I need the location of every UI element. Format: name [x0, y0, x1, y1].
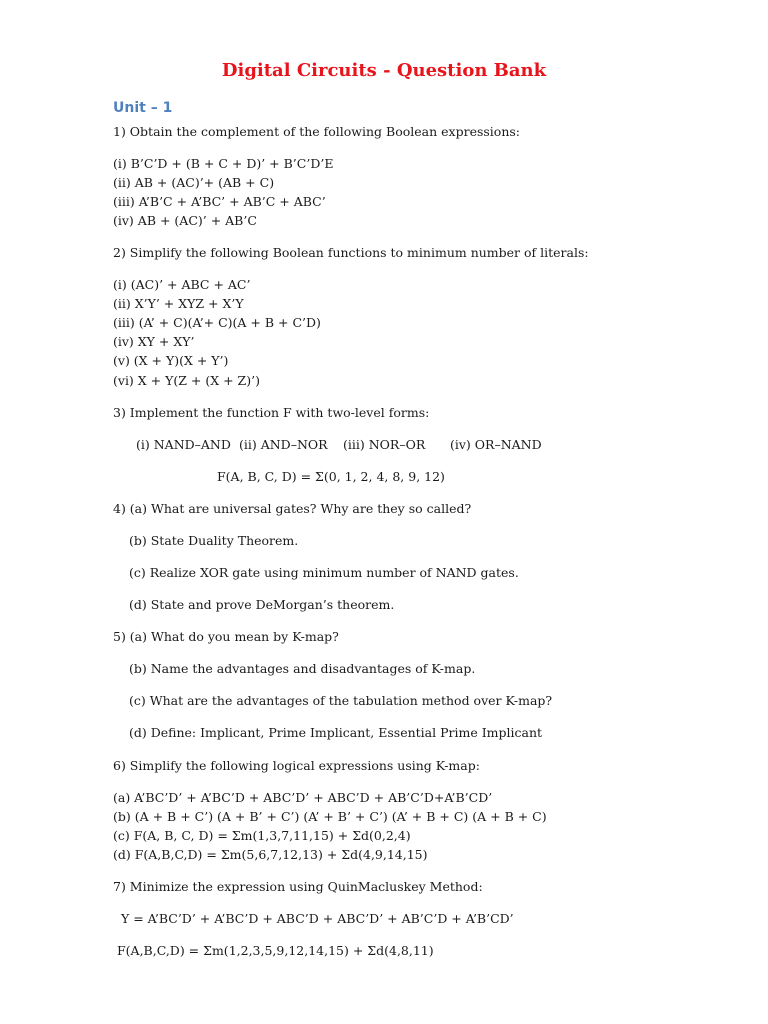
page-title: Digital Circuits - Question Bank [221, 60, 547, 81]
q4-item-b: (b) State Duality Theorem. [129, 533, 299, 548]
question-1: 1) Obtain the complement of the following Boolean expressions: [113, 124, 520, 139]
q6-item-c: (c) F(A, B, C, D) = Σm(1,3,7,11,15) + Σd(0,2,4) [113, 828, 411, 843]
question-4: 4) (a) What are universal gates? Why are they so called? [113, 501, 472, 516]
q5-item-c: (c) What are the advantages of the tabulation method over K-map? [129, 693, 553, 708]
q7-expression-f: F(A,B,C,D) = Σm(1,2,3,5,9,12,14,15) + Σd(4,8,11) [117, 943, 434, 958]
q3-form-i: (i) NAND–AND [136, 437, 231, 452]
q5-item-d: (d) Define: Implicant, Prime Implicant, Essential Prime Implicant [129, 725, 543, 740]
q6-item-b: (b) (A + B + C’) (A + B’ + C’) (A’ + B’ + C’) (A’ + B + C) (A + B + C) [113, 809, 547, 824]
q3-form-iv: (iv) OR–NAND [450, 437, 542, 452]
q6-item-a: (a) A’BC’D’ + A’BC’D + ABC’D’ + ABC’D + AB’C’D+A’B’CD’ [113, 790, 493, 805]
q3-function: F(A, B, C, D) = Σ(0, 1, 2, 4, 8, 9, 12) [217, 469, 445, 484]
question-5: 5) (a) What do you mean by K-map? [113, 629, 339, 644]
unit-heading: Unit – 1 [113, 100, 173, 116]
q1-item-iv: (iv) AB + (AC)’ + AB’C [113, 213, 257, 228]
q4-item-c: (c) Realize XOR gate using minimum number of NAND gates. [129, 565, 519, 580]
q4-item-d: (d) State and prove DeMorgan’s theorem. [129, 597, 395, 612]
question-3: 3) Implement the function F with two-level forms: [113, 405, 430, 420]
q5-item-b: (b) Name the advantages and disadvantages of K-map. [129, 661, 476, 676]
q2-item-iv: (iv) XY + XY’ [113, 334, 195, 349]
q2-item-i: (i) (AC)’ + ABC + AC’ [113, 277, 251, 292]
question-2: 2) Simplify the following Boolean functions to minimum number of literals: [113, 245, 589, 260]
q1-item-iii: (iii) A’B’C + A’BC’ + AB’C + ABC’ [113, 194, 326, 209]
q3-form-ii: (ii) AND–NOR [239, 437, 328, 452]
q2-item-vi: (vi) X + Y(Z + (X + Z)’) [113, 373, 260, 388]
q6-item-d: (d) F(A,B,C,D) = Σm(5,6,7,12,13) + Σd(4,9,14,15) [113, 847, 428, 862]
question-6: 6) Simplify the following logical expressions using K-map: [113, 758, 480, 773]
q2-item-ii: (ii) X’Y’ + XYZ + X’Y [113, 296, 244, 311]
q7-expression-y: Y = A’BC’D’ + A’BC’D + ABC’D + ABC’D’ + AB’C’D + A’B’CD’ [121, 911, 514, 926]
q1-item-ii: (ii) AB + (AC)’+ (AB + C) [113, 175, 275, 190]
q1-item-i: (i) B’C’D + (B + C + D)’ + B’C’D’E [113, 156, 334, 171]
question-7: 7) Minimize the expression using QuinMacluskey Method: [113, 879, 483, 894]
q2-item-iii: (iii) (A’ + C)(A’+ C)(A + B + C’D) [113, 315, 321, 330]
q3-form-iii: (iii) NOR–OR [343, 437, 426, 452]
q2-item-v: (v) (X + Y)(X + Y’) [113, 353, 229, 368]
